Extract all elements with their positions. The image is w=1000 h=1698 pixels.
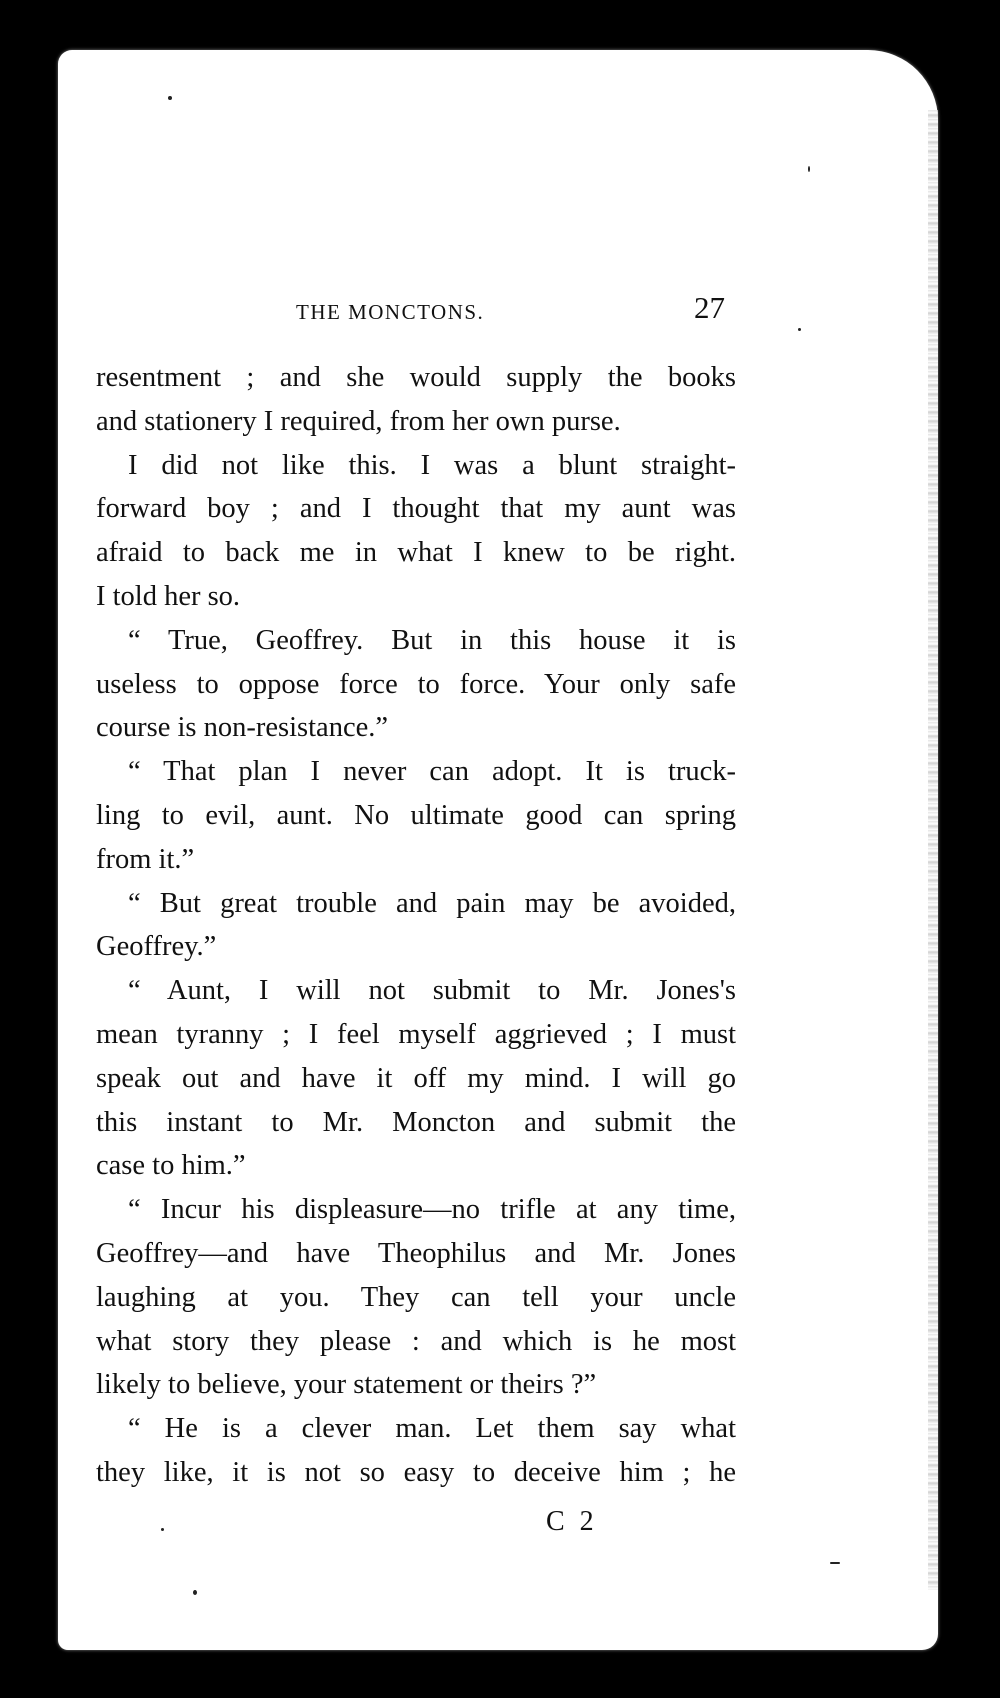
book-page bbox=[58, 50, 938, 1650]
page-header bbox=[58, 290, 938, 330]
text-line: useless to oppose force to force. Your only safe bbox=[96, 668, 736, 700]
text-line: “ He is a clever man. Let them say what bbox=[128, 1413, 736, 1445]
text-line: case to him.” bbox=[96, 1150, 246, 1182]
ink-speck bbox=[161, 1528, 164, 1531]
ink-speck bbox=[193, 1590, 197, 1595]
page-edge bbox=[928, 110, 938, 1590]
body-text bbox=[96, 356, 736, 1495]
text-line: Geoffrey—and have Theophilus and Mr. Jones bbox=[96, 1237, 736, 1269]
text-line: afraid to back me in what I knew to be right. bbox=[96, 537, 736, 569]
text-line: “ But great trouble and pain may be avoided, bbox=[128, 887, 736, 919]
text-line: speak out and have it off my mind. I will go bbox=[96, 1062, 736, 1094]
text-line: what story they please : and which is he most bbox=[96, 1325, 736, 1357]
text-line: this instant to Mr. Moncton and submit the bbox=[96, 1106, 736, 1138]
text-line: and stationery I required, from her own purse. bbox=[96, 405, 621, 437]
ink-speck bbox=[808, 166, 810, 172]
text-line: “ Aunt, I will not submit to Mr. Jones's bbox=[128, 975, 736, 1007]
text-line: I did not like this. I was a blunt straight- bbox=[128, 449, 736, 481]
text-line: “ Incur his displeasure—no trifle at any time, bbox=[128, 1194, 736, 1226]
text-line: I told her so. bbox=[96, 580, 241, 612]
text-line: Geoffrey.” bbox=[96, 931, 217, 963]
text-line: “ True, Geoffrey. But in this house it is bbox=[128, 624, 736, 656]
text-line: laughing at you. They can tell your uncle bbox=[96, 1281, 736, 1313]
text-line: “ That plan I never can adopt. It is truck- bbox=[128, 756, 736, 788]
text-line: they like, it is not so easy to deceive him ; he bbox=[96, 1456, 736, 1488]
text-line: mean tyranny ; I feel myself aggrieved ; I must bbox=[96, 1018, 736, 1050]
text-line: likely to believe, your statement or theirs ?” bbox=[96, 1369, 597, 1401]
text-line: forward boy ; and I thought that my aunt was bbox=[96, 493, 736, 525]
ink-speck bbox=[830, 1562, 840, 1564]
text-line: ling to evil, aunt. No ultimate good can spring bbox=[96, 799, 736, 831]
ink-speck bbox=[798, 328, 801, 331]
ink-speck bbox=[168, 96, 172, 100]
text-line: course is non-resistance.” bbox=[96, 712, 389, 744]
text-line: resentment ; and she would supply the books bbox=[96, 362, 736, 393]
signature-mark: C 2 bbox=[546, 1506, 598, 1537]
running-head: THE MONCTONS. bbox=[296, 300, 485, 324]
page-number: 27 bbox=[694, 290, 725, 325]
text-line: from it.” bbox=[96, 843, 195, 875]
